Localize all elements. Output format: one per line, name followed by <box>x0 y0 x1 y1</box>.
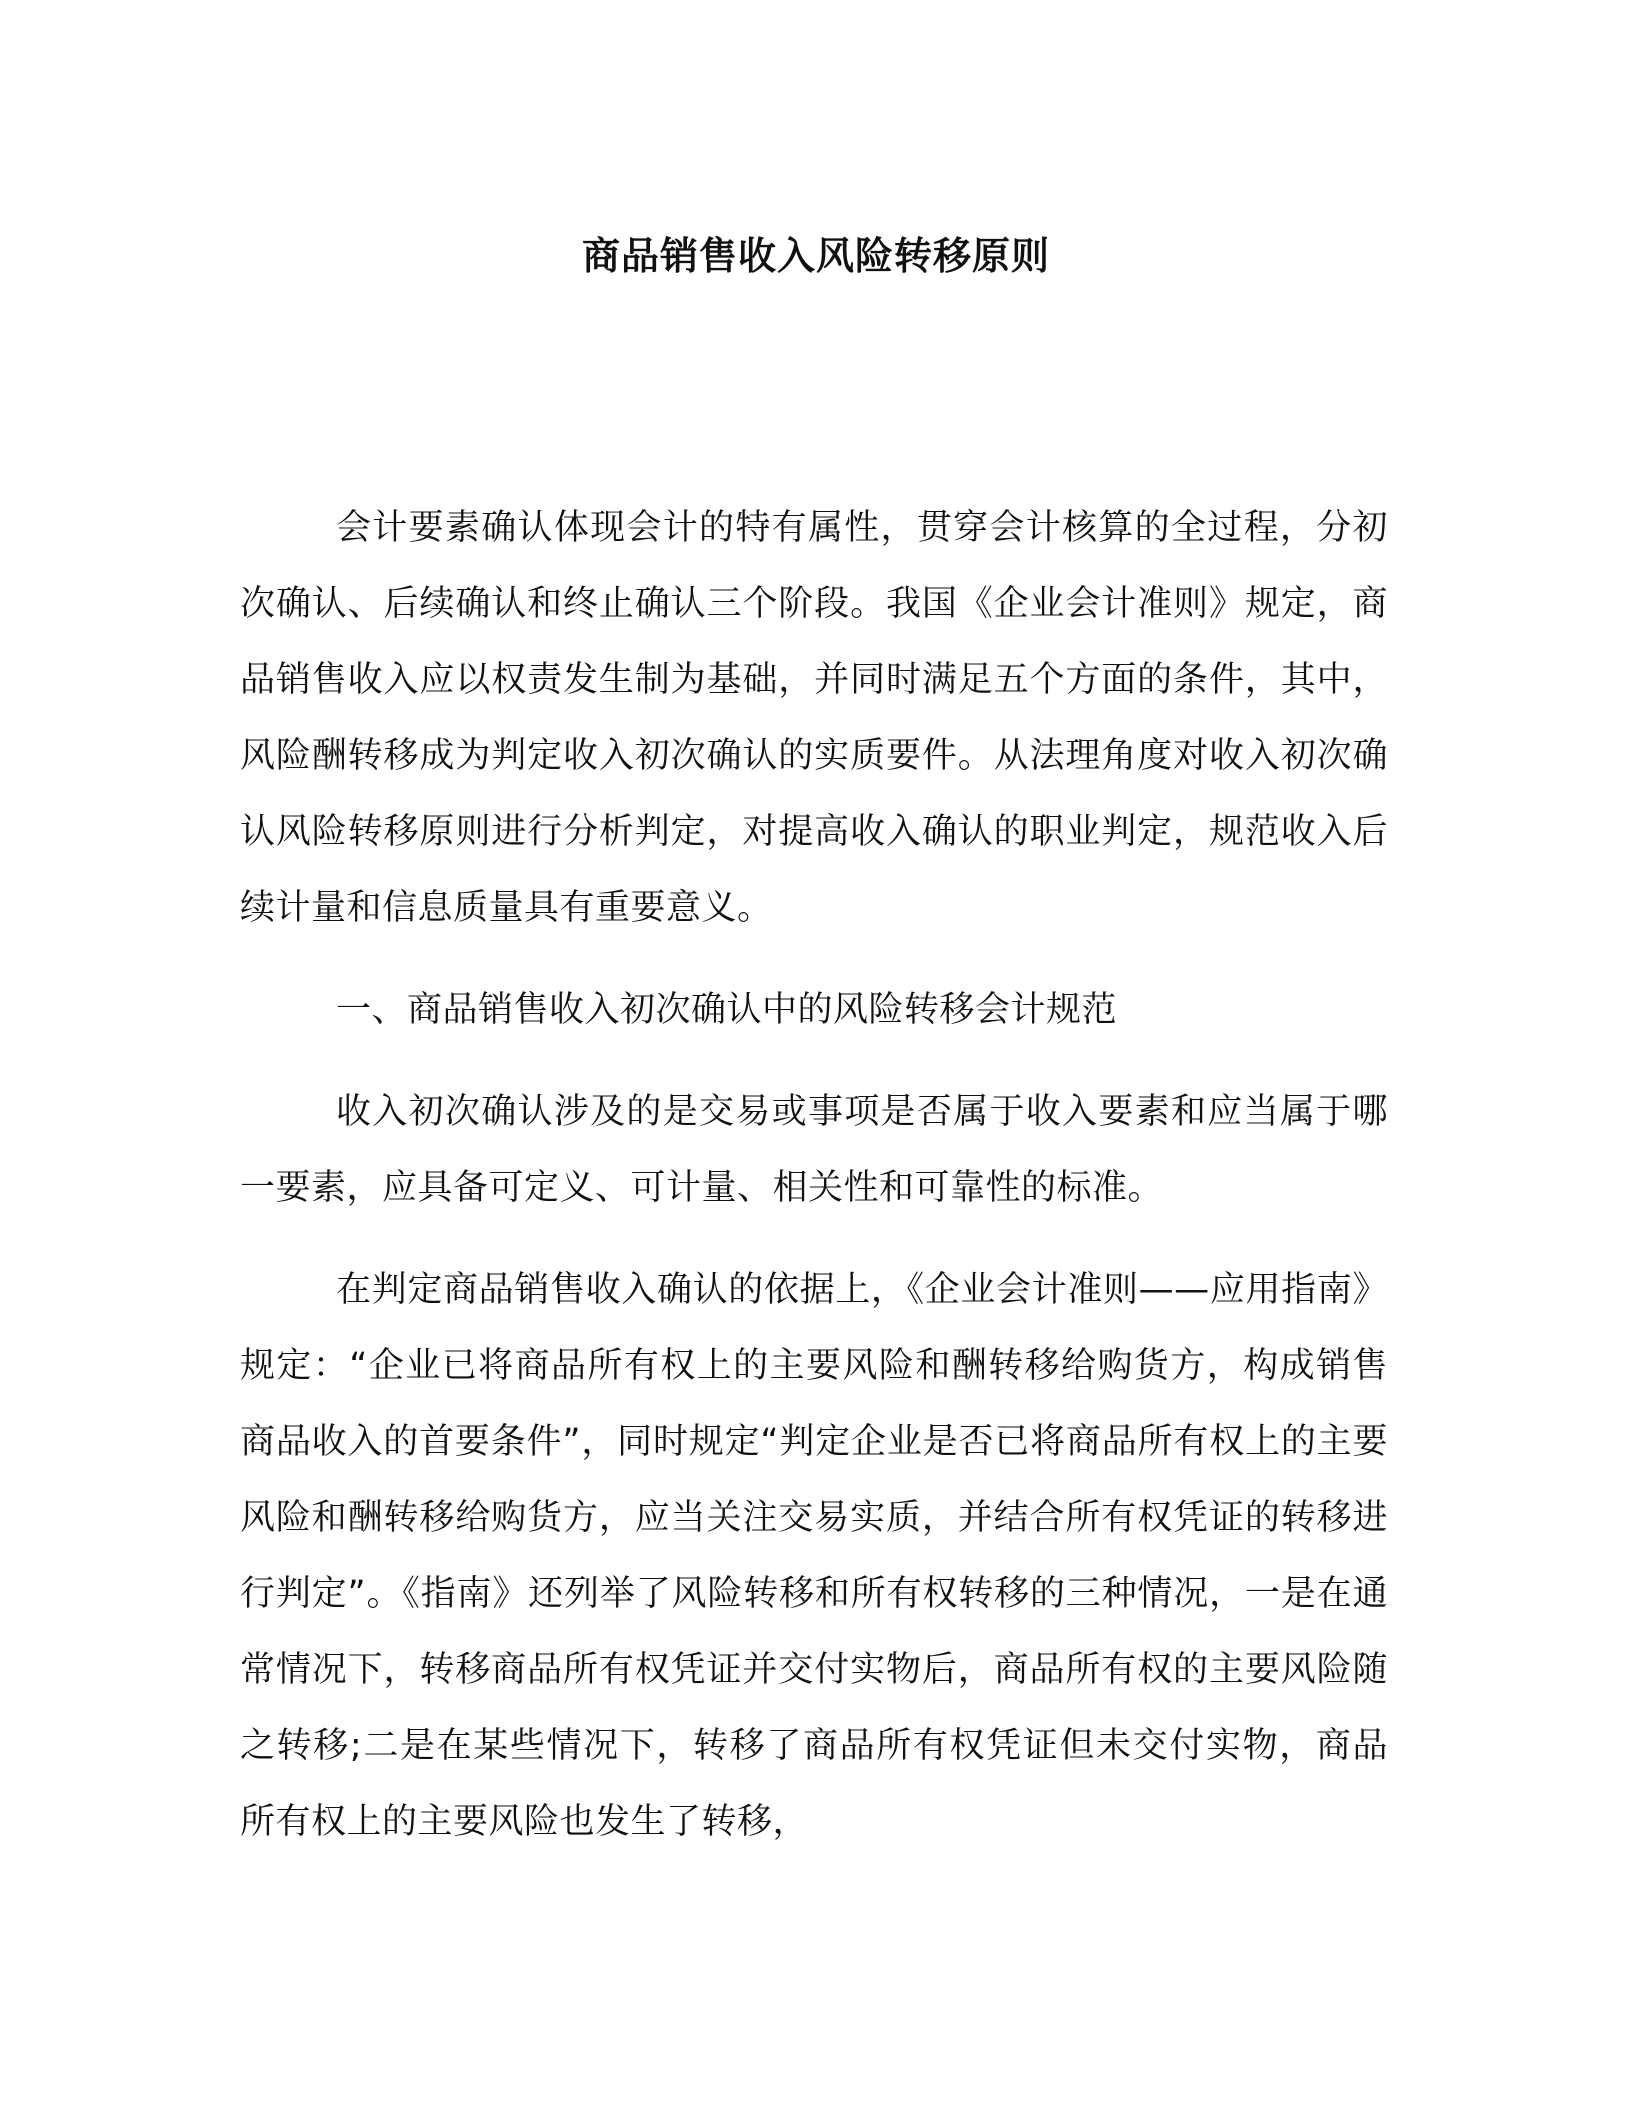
paragraph-intro: 会计要素确认体现会计的特有属性，贯穿会计核算的全过程，分初次确认、后续确认和终止确认三个阶段。我国《企业会计准则》规定，商品销售收入应以权责发生制为基础，并同时满足五个方面的条件，其中，风险酬转移成为判定收入初次确认的实质要件。从法理角度对收入初次确认风险转移原则进行分析判定，对提高收入确认的职业判定，规范收入后续计量和信息质量具有重要意义。 <box>240 508 1388 928</box>
document-title: 商品销售收入风险转移原则 <box>581 234 1050 278</box>
paragraph-guideline: 在判定商品销售收入确认的依据上，《企业会计准则——应用指南》规定：“企业已将商品所有权上的主要风险和酬转移给购货方，构成销售商品收入的首要条件”，同时规定“判定企业是否已将商品所有权上的主要风险和酬转移给购货方，应当关注交易实质，并结合所有权凭证的转移进行判定”。《指南》还列举了风险转移和所有权转移的三种情况，一是在通常情况下，转移商品所有权凭证并交付实物后，商品所有权的主要风险随之转移;二是在某些情况下，转移了商品所有权凭证但未交付实物，商品所有权上的主要风险也发生了转移， <box>240 1270 1388 1842</box>
section-heading-1: 一、商品销售收入初次确认中的风险转移会计规范 <box>336 990 1118 1030</box>
paragraph-initial-recognition: 收入初次确认涉及的是交易或事项是否属于收入要素和应当属于哪一要素，应具备可定义、可计量、相关性和可靠性的标准。 <box>240 1092 1388 1208</box>
document-body <box>240 490 1388 1860</box>
